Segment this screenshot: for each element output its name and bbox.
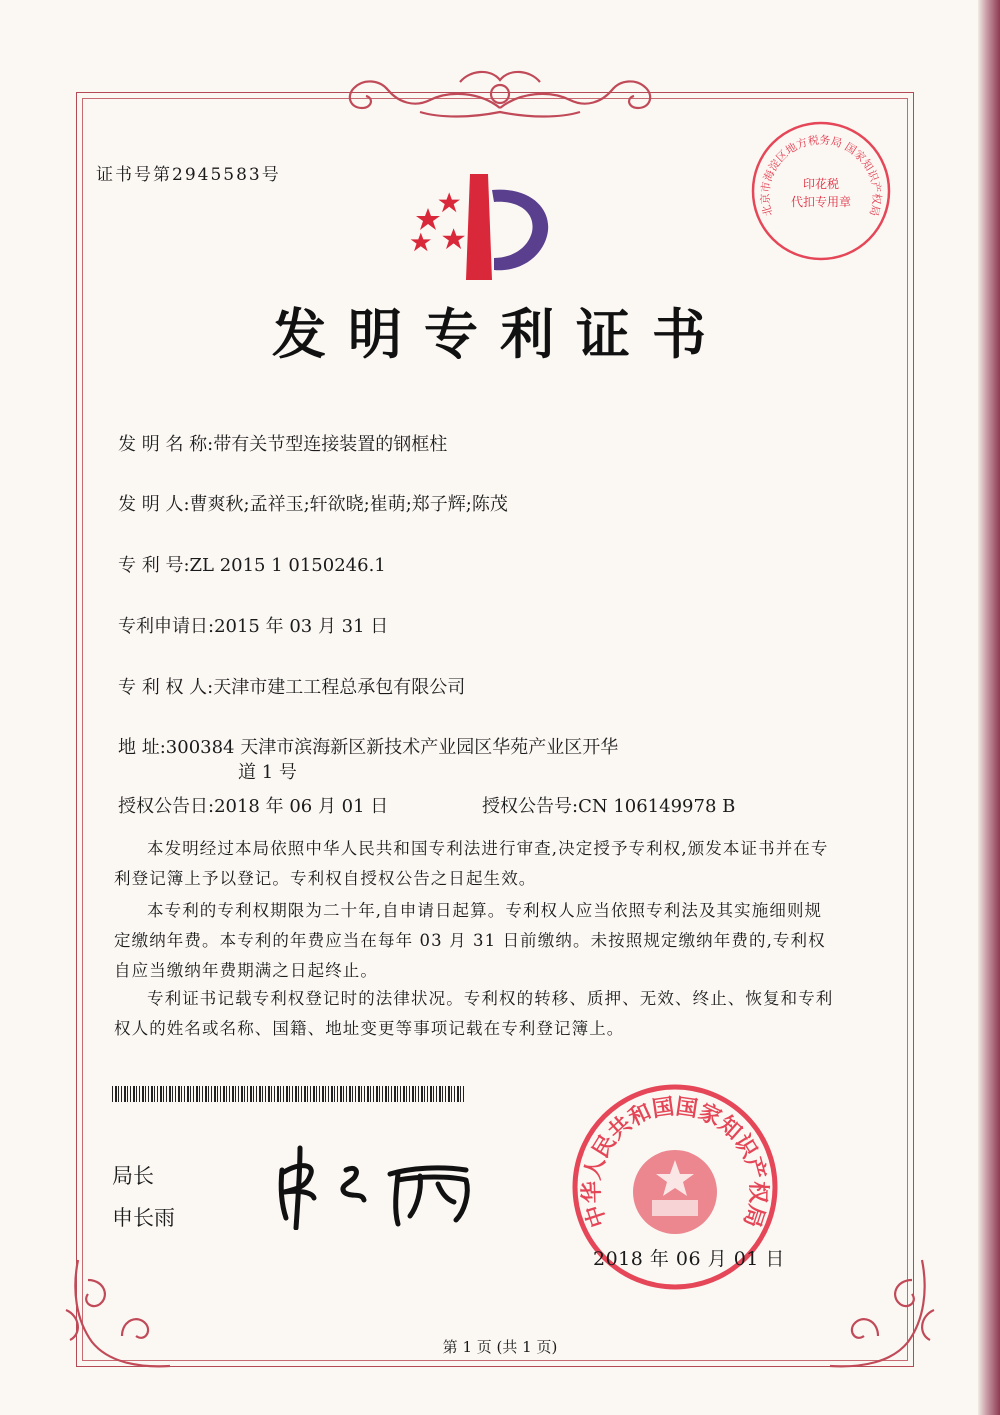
field-invention-name: [118, 430, 447, 456]
field-value: 天津市建工工程总承包有限公司: [213, 677, 466, 698]
field-value: 2015 年 03 月 31 日: [214, 616, 389, 637]
field-inventors: [118, 490, 508, 516]
certificate-number: 证书号第2945583号: [96, 165, 281, 185]
field-label: 地 址:: [118, 737, 166, 758]
field-value: 曹爽秋;孟祥玉;轩欲晓;崔萌;郑子辉;陈茂: [189, 494, 508, 515]
field-grant-date: [118, 792, 388, 818]
certificate-title: 发明专利证书: [272, 302, 728, 366]
field-value: ZL 2015 1 0150246.1: [189, 555, 386, 576]
page-edge: [978, 0, 1000, 1415]
field-patentee: [118, 673, 465, 699]
field-patent-number: [118, 551, 386, 577]
paragraph-2: 本专利的专利权期限为二十年,自申请日起算。专利权人应当依照专利法及其实施细则规定缴纳年费。本专利的年费应当在每年 03 月 31 日前缴纳。未按照规定缴纳年费的,专利权自应当缴纳年费期满之日起终止。: [114, 901, 826, 980]
tax-stamp-ring-text: 北京市海淀区地方税务局 国家知识产权局: [758, 133, 884, 218]
field-label: 专 利 号:: [118, 555, 190, 576]
field-label: 发 明 人:: [118, 494, 190, 515]
field-label: 授权公告日:: [118, 796, 215, 817]
seal-ring-text: 中华人民共和国国家知识产权局: [579, 1094, 771, 1231]
field-grant-pub-number: [482, 792, 735, 818]
tax-stamp-center-1: 印花税: [802, 177, 840, 191]
field-address: [118, 733, 618, 759]
director-signature: [270, 1140, 490, 1230]
field-value: 带有关节型连接装置的钢框柱: [213, 434, 448, 455]
page-footer: 第 1 页 (共 1 页): [442, 1338, 558, 1356]
field-label: 专 利 权 人:: [118, 677, 214, 698]
bottom-right-ornament: [818, 1250, 948, 1380]
field-label: 专利申请日:: [118, 616, 215, 637]
field-address-line2: 道 1 号: [238, 762, 297, 783]
patent-office-emblem: [408, 172, 558, 282]
tax-stamp-center-2: 代扣专用章: [790, 195, 852, 209]
barcode: [112, 1086, 464, 1102]
field-value: 300384 天津市滨海新区新技术产业园区华苑产业区开华: [165, 737, 619, 758]
field-filing-date: [118, 612, 388, 638]
field-label: 授权公告号:: [482, 796, 579, 817]
field-label: 发 明 名 称:: [118, 434, 214, 455]
top-ornament: [330, 62, 670, 124]
director-title: 局长: [112, 1164, 154, 1188]
field-value: CN 106149978 B: [578, 796, 736, 817]
field-value: 2018 年 06 月 01 日: [214, 796, 389, 817]
director-name: 申长雨: [112, 1206, 175, 1230]
certificate-inner-border: [82, 98, 908, 1361]
bottom-left-ornament: [52, 1250, 182, 1380]
paragraph-3: 专利证书记载专利权登记时的法律状况。专利权的转移、质押、无效、终止、恢复和专利权人的姓名或名称、国籍、地址变更等事项记载在专利登记簿上。: [114, 989, 834, 1038]
seal-date: 2018 年 06 月 01 日: [593, 1248, 785, 1270]
paragraph-1: 本发明经过本局依照中华人民共和国专利法进行审查,决定授予专利权,颁发本证书并在专利登记簿上予以登记。专利权自授权公告之日起生效。: [114, 839, 829, 888]
tax-stamp: [748, 118, 894, 264]
